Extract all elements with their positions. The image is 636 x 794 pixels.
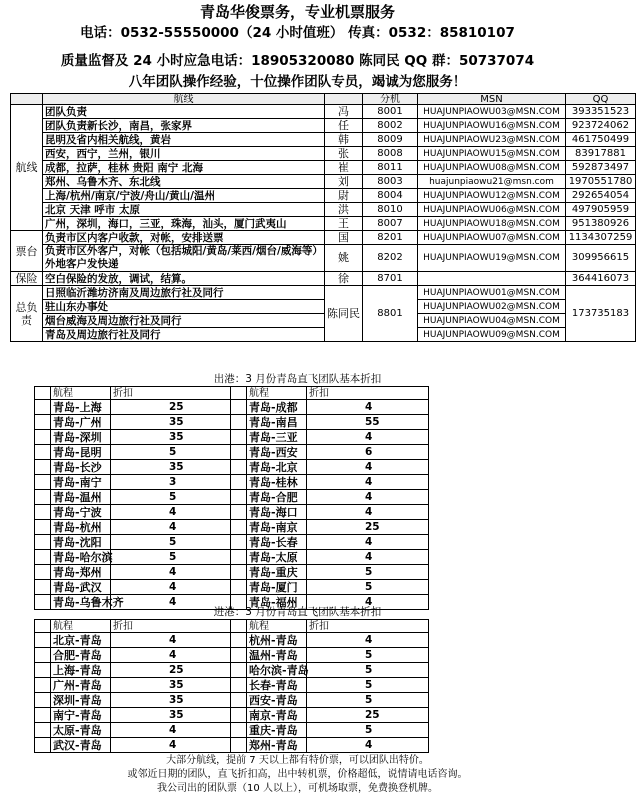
staff-row [11, 286, 636, 300]
outbound-fare-row [35, 415, 429, 430]
inbound-fare-discount: 35 [111, 678, 231, 693]
outbound-header-discount: 折扣 [307, 387, 429, 400]
outbound-fare-spacer [35, 565, 51, 580]
staff-msn: HUAJUNPIAOWU07@MSN.COM [418, 231, 566, 245]
outbound-fare-discount: 5 [307, 565, 429, 580]
outbound-fare-spacer [35, 505, 51, 520]
staff-name: 尉 [325, 189, 363, 203]
outbound-fare-route: 青岛-桂林 [247, 475, 307, 490]
outbound-fare-route: 青岛-沈阳 [51, 535, 111, 550]
outbound-caption: 出港：3 月份青岛直飞团队基本折扣 [213, 373, 382, 385]
outbound-fare-discount: 5 [111, 550, 231, 565]
staff-row [11, 272, 636, 286]
staff-row [11, 245, 636, 272]
outbound-fare-discount: 4 [111, 505, 231, 520]
staff-msn: HUAJUNPIAOWU23@MSN.COM [418, 133, 566, 147]
outbound-fare-route: 青岛-北京 [247, 460, 307, 475]
staff-header-row [11, 94, 636, 105]
staff-name: 姚 [325, 245, 363, 272]
staff-msn: HUAJUNPIAOWU02@MSN.COM [418, 300, 566, 314]
inbound-fare-route: 西安-青岛 [247, 693, 307, 708]
page-title: 青岛华俊票务，专业机票服务 [199, 3, 395, 21]
outbound-header-blank [231, 387, 247, 400]
staff-row [11, 328, 636, 342]
outbound-fare-spacer [231, 580, 247, 595]
staff-qq: 592873497 [566, 161, 636, 175]
inbound-caption: 进港：3 月份青岛直飞团队基本折扣 [213, 606, 382, 618]
inbound-fare-discount: 35 [111, 693, 231, 708]
outbound-fare-discount: 4 [307, 475, 429, 490]
staff-name: 韩 [325, 133, 363, 147]
inbound-fare-route: 南京-青岛 [247, 708, 307, 723]
inbound-fare-spacer [35, 633, 51, 648]
outbound-fare-route: 青岛-深圳 [51, 430, 111, 445]
outbound-fare-route: 青岛-宁波 [51, 505, 111, 520]
outbound-fare-discount: 6 [307, 445, 429, 460]
staff-header-qq: QQ [566, 94, 636, 105]
inbound-fare-spacer [231, 678, 247, 693]
outbound-fare-spacer [231, 565, 247, 580]
inbound-fare-route: 温州-青岛 [247, 648, 307, 663]
staff-name: 刘 [325, 175, 363, 189]
inbound-fare-row [35, 723, 429, 738]
outbound-fare-spacer [35, 520, 51, 535]
inbound-fare-spacer [231, 648, 247, 663]
slogan: 八年团队操作经验，十位操作团队专员，竭诚为您服务！ [128, 74, 467, 90]
outbound-fare-route: 青岛-南昌 [247, 415, 307, 430]
inbound-fare-route: 广州-青岛 [51, 678, 111, 693]
outbound-fare-spacer [231, 550, 247, 565]
outbound-fare-row [35, 505, 429, 520]
staff-row [11, 161, 636, 175]
inbound-fare-row [35, 708, 429, 723]
staff-ext: 8701 [363, 272, 418, 286]
outbound-fare-route: 青岛-长沙 [51, 460, 111, 475]
inbound-header-route: 航程 [247, 620, 307, 633]
outbound-fare-discount: 4 [111, 580, 231, 595]
outbound-fare-route: 青岛-哈尔滨 [51, 550, 111, 565]
staff-category: 保险 [11, 272, 43, 286]
staff-route: 郑州、乌鲁木齐、东北线 [43, 175, 325, 189]
inbound-fare-spacer [35, 678, 51, 693]
outbound-fare-spacer [231, 520, 247, 535]
staff-row [11, 217, 636, 231]
outbound-header-blank [35, 387, 51, 400]
outbound-fare-discount: 4 [307, 535, 429, 550]
inbound-fare-spacer [35, 648, 51, 663]
outbound-fare-spacer [231, 445, 247, 460]
staff-route: 上海/杭州/南京/宁波/舟山/黄山/温州 [43, 189, 325, 203]
staff-name: 冯 [325, 105, 363, 119]
outbound-fare-row [35, 445, 429, 460]
outbound-fare-row [35, 430, 429, 445]
staff-header-blank [11, 94, 43, 105]
footer-note-2: 或邻近日期的团队，直飞折扣高，出中转机票，价格超低，说情请电话咨询。 [127, 769, 468, 780]
outbound-fare-spacer [231, 490, 247, 505]
outbound-fare-route: 青岛-南京 [247, 520, 307, 535]
staff-table [10, 93, 636, 342]
outbound-header-route: 航程 [51, 387, 111, 400]
outbound-fare-route: 青岛-重庆 [247, 565, 307, 580]
outbound-fare-route: 青岛-南宁 [51, 475, 111, 490]
outbound-fare-route: 青岛-太原 [247, 550, 307, 565]
staff-ext: 8801 [363, 286, 418, 342]
staff-name: 洪 [325, 203, 363, 217]
inbound-fare-spacer [231, 708, 247, 723]
outbound-fare-spacer [35, 535, 51, 550]
staff-msn: huajunpiaowu21@msn.com [418, 175, 566, 189]
staff-qq: 364416073 [566, 272, 636, 286]
staff-ext: 8007 [363, 217, 418, 231]
outbound-fare-spacer [35, 460, 51, 475]
inbound-fare-row [35, 663, 429, 678]
staff-ext: 8003 [363, 175, 418, 189]
staff-row [11, 189, 636, 203]
staff-name: 任 [325, 119, 363, 133]
staff-row [11, 147, 636, 161]
outbound-fare-discount: 35 [111, 430, 231, 445]
staff-msn: HUAJUNPIAOWU16@MSN.COM [418, 119, 566, 133]
outbound-fare-route: 青岛-成都 [247, 400, 307, 415]
staff-msn: HUAJUNPIAOWU18@MSN.COM [418, 217, 566, 231]
outbound-fare-route: 青岛-三亚 [247, 430, 307, 445]
inbound-fare-discount: 4 [111, 723, 231, 738]
staff-name: 王 [325, 217, 363, 231]
staff-category: 总负责 [11, 286, 43, 342]
outbound-fare-row [35, 565, 429, 580]
outbound-fare-discount: 4 [307, 430, 429, 445]
staff-route: 负责市区外客户，对帐（包括城阳/黄岛/莱西/烟台/威海等）外地客户发快递 [43, 245, 325, 272]
staff-qq: 1970551780 [566, 175, 636, 189]
footer-note-3: 我公司出的团队票（10 人以上），可机场取票，免费换登机牌。 [157, 783, 438, 794]
staff-ext: 8201 [363, 231, 418, 245]
staff-route: 烟台威海及周边旅行社及同行 [43, 314, 325, 328]
staff-route: 广州，深圳，海口，三亚，珠海，汕头，厦门武夷山 [43, 217, 325, 231]
inbound-fare-discount: 5 [307, 678, 429, 693]
staff-name: 徐 [325, 272, 363, 286]
outbound-fare-discount: 25 [307, 520, 429, 535]
outbound-fare-table [34, 386, 429, 610]
staff-qq: 951380926 [566, 217, 636, 231]
outbound-fare-spacer [35, 445, 51, 460]
staff-route: 昆明及省内相关航线，黄岩 [43, 133, 325, 147]
staff-route: 驻山东办事处 [43, 300, 325, 314]
staff-route: 青岛及周边旅行社及同行 [43, 328, 325, 342]
outbound-fare-discount: 25 [111, 400, 231, 415]
outbound-fare-route: 青岛-温州 [51, 490, 111, 505]
staff-msn: HUAJUNPIAOWU09@MSN.COM [418, 328, 566, 342]
outbound-fare-spacer [231, 430, 247, 445]
outbound-fare-discount: 5 [307, 580, 429, 595]
staff-route: 成都，拉萨，桂林 贵阳 南宁 北海 [43, 161, 325, 175]
staff-row [11, 300, 636, 314]
inbound-fare-route: 南宁-青岛 [51, 708, 111, 723]
staff-row [11, 105, 636, 119]
inbound-fare-route: 长春-青岛 [247, 678, 307, 693]
staff-ext: 8011 [363, 161, 418, 175]
outbound-fare-row [35, 550, 429, 565]
outbound-fare-row [35, 460, 429, 475]
outbound-fare-row [35, 490, 429, 505]
outbound-fare-route: 青岛-乌鲁木齐 [51, 595, 111, 610]
inbound-header-row [35, 620, 429, 633]
outbound-fare-row [35, 400, 429, 415]
staff-row [11, 119, 636, 133]
inbound-fare-discount: 5 [307, 663, 429, 678]
outbound-fare-route: 青岛-海口 [247, 505, 307, 520]
outbound-fare-spacer [231, 535, 247, 550]
outbound-fare-spacer [35, 490, 51, 505]
staff-row [11, 133, 636, 147]
outbound-fare-discount: 3 [111, 475, 231, 490]
outbound-fare-route: 青岛-长春 [247, 535, 307, 550]
outbound-fare-spacer [35, 430, 51, 445]
staff-row [11, 175, 636, 189]
staff-qq: 309956615 [566, 245, 636, 272]
staff-msn: HUAJUNPIAOWU03@MSN.COM [418, 105, 566, 119]
staff-category: 航线 [11, 105, 43, 231]
outbound-fare-discount: 4 [111, 520, 231, 535]
outbound-fare-spacer [231, 400, 247, 415]
outbound-fare-route: 青岛-厦门 [247, 580, 307, 595]
staff-msn: HUAJUNPIAOWU15@MSN.COM [418, 147, 566, 161]
staff-route: 负责市区内客户收款，对帐，安排送票 [43, 231, 325, 245]
staff-category: 票台 [11, 231, 43, 272]
staff-route: 团队负责新长沙，南昌，张家界 [43, 119, 325, 133]
staff-header-name [325, 94, 363, 105]
staff-name: 崔 [325, 161, 363, 175]
inbound-fare-route: 武汉-青岛 [51, 738, 111, 753]
staff-header-route: 航线 [43, 94, 325, 105]
staff-msn: HUAJUNPIAOWU06@MSN.COM [418, 203, 566, 217]
staff-qq: 461750499 [566, 133, 636, 147]
contact-phones: 电话：0532-55550000（24 小时值班） 传真：0532：85810107 [80, 25, 515, 41]
inbound-fare-spacer [35, 693, 51, 708]
staff-row [11, 203, 636, 217]
outbound-fare-discount: 4 [307, 595, 429, 610]
inbound-fare-discount: 4 [111, 648, 231, 663]
inbound-fare-discount: 25 [307, 708, 429, 723]
outbound-header-route: 航程 [247, 387, 307, 400]
staff-name: 陈同民 [325, 286, 363, 342]
outbound-fare-route: 青岛-郑州 [51, 565, 111, 580]
staff-msn: HUAJUNPIAOWU12@MSN.COM [418, 189, 566, 203]
outbound-fare-route: 青岛-昆明 [51, 445, 111, 460]
staff-ext: 8001 [363, 105, 418, 119]
outbound-fare-discount: 55 [307, 415, 429, 430]
inbound-fare-discount: 5 [307, 693, 429, 708]
inbound-fare-row [35, 633, 429, 648]
outbound-fare-route: 青岛-杭州 [51, 520, 111, 535]
outbound-fare-discount: 4 [111, 595, 231, 610]
staff-ext: 8010 [363, 203, 418, 217]
inbound-header-discount: 折扣 [111, 620, 231, 633]
inbound-fare-route: 上海-青岛 [51, 663, 111, 678]
outbound-fare-spacer [231, 505, 247, 520]
outbound-fare-discount: 4 [307, 505, 429, 520]
outbound-fare-route: 青岛-上海 [51, 400, 111, 415]
inbound-fare-row [35, 648, 429, 663]
outbound-fare-discount: 4 [111, 565, 231, 580]
inbound-fare-row [35, 678, 429, 693]
inbound-fare-discount: 4 [111, 738, 231, 753]
inbound-fare-discount: 5 [307, 723, 429, 738]
outbound-fare-route: 青岛-合肥 [247, 490, 307, 505]
footer-note-1: 大部分航线，提前 7 天以上都有特价票，可以团队出特价。 [166, 755, 429, 766]
staff-route: 北京 天津 呼市 太原 [43, 203, 325, 217]
staff-name: 国 [325, 231, 363, 245]
staff-header-msn: MSN [418, 94, 566, 105]
staff-header-ext: 分机 [363, 94, 418, 105]
outbound-fare-spacer [231, 460, 247, 475]
inbound-fare-table [34, 619, 429, 753]
outbound-header-discount: 折扣 [111, 387, 231, 400]
inbound-fare-spacer [231, 723, 247, 738]
staff-row [11, 314, 636, 328]
hotline: 质量监督及 24 小时应急电话：18905320080 陈同民 QQ 群：50737074 [60, 53, 535, 69]
inbound-fare-discount: 4 [307, 633, 429, 648]
outbound-fare-discount: 35 [111, 415, 231, 430]
inbound-fare-route: 杭州-青岛 [247, 633, 307, 648]
outbound-fare-spacer [231, 475, 247, 490]
staff-msn [418, 272, 566, 286]
outbound-fare-route: 青岛-广州 [51, 415, 111, 430]
inbound-fare-spacer [231, 663, 247, 678]
staff-route: 日照临沂潍坊济南及周边旅行社及同行 [43, 286, 325, 300]
staff-ext: 8009 [363, 133, 418, 147]
outbound-fare-discount: 4 [307, 490, 429, 505]
outbound-fare-discount: 5 [111, 445, 231, 460]
staff-qq: 1134307259 [566, 231, 636, 245]
inbound-fare-route: 合肥-青岛 [51, 648, 111, 663]
inbound-fare-route: 北京-青岛 [51, 633, 111, 648]
inbound-fare-discount: 4 [111, 633, 231, 648]
inbound-header-discount: 折扣 [307, 620, 429, 633]
outbound-fare-row [35, 520, 429, 535]
inbound-fare-discount: 35 [111, 708, 231, 723]
outbound-fare-spacer [231, 415, 247, 430]
staff-msn: HUAJUNPIAOWU04@MSN.COM [418, 314, 566, 328]
staff-qq: 497905959 [566, 203, 636, 217]
inbound-fare-row [35, 693, 429, 708]
staff-msn: HUAJUNPIAOWU19@MSN.COM [418, 245, 566, 272]
inbound-fare-route: 哈尔滨-青岛 [247, 663, 307, 678]
outbound-fare-route: 青岛-武汉 [51, 580, 111, 595]
staff-qq: 173735183 [566, 286, 636, 342]
staff-route: 空白保险的发放，调试，结算。 [43, 272, 325, 286]
inbound-fare-route: 深圳-青岛 [51, 693, 111, 708]
outbound-fare-discount: 4 [307, 550, 429, 565]
outbound-fare-spacer [35, 580, 51, 595]
staff-route: 西安，西宁，兰州，银川 [43, 147, 325, 161]
outbound-fare-discount: 5 [111, 490, 231, 505]
inbound-fare-spacer [35, 663, 51, 678]
staff-qq: 292654054 [566, 189, 636, 203]
outbound-fare-spacer [35, 415, 51, 430]
staff-qq: 393351523 [566, 105, 636, 119]
staff-ext: 8004 [363, 189, 418, 203]
inbound-header-route: 航程 [51, 620, 111, 633]
inbound-header-blank [231, 620, 247, 633]
inbound-fare-route: 郑州-青岛 [247, 738, 307, 753]
inbound-header-blank [35, 620, 51, 633]
staff-name: 张 [325, 147, 363, 161]
inbound-fare-spacer [231, 693, 247, 708]
outbound-fare-spacer [35, 550, 51, 565]
outbound-fare-route: 青岛-西安 [247, 445, 307, 460]
staff-ext: 8002 [363, 119, 418, 133]
inbound-fare-spacer [35, 723, 51, 738]
staff-row [11, 231, 636, 245]
outbound-fare-row [35, 535, 429, 550]
inbound-fare-discount: 25 [111, 663, 231, 678]
staff-msn: HUAJUNPIAOWU08@MSN.COM [418, 161, 566, 175]
staff-route: 团队负责 [43, 105, 325, 119]
inbound-fare-discount: 5 [307, 648, 429, 663]
staff-ext: 8202 [363, 245, 418, 272]
inbound-fare-discount: 4 [307, 738, 429, 753]
outbound-fare-discount: 4 [307, 460, 429, 475]
inbound-fare-route: 太原-青岛 [51, 723, 111, 738]
outbound-fare-row [35, 580, 429, 595]
inbound-fare-route: 重庆-青岛 [247, 723, 307, 738]
outbound-fare-spacer [35, 400, 51, 415]
inbound-fare-spacer [35, 708, 51, 723]
outbound-fare-route: 青岛-福州 [247, 595, 307, 610]
staff-qq: 923724062 [566, 119, 636, 133]
outbound-fare-spacer [35, 475, 51, 490]
outbound-fare-discount: 35 [111, 460, 231, 475]
outbound-fare-discount: 5 [111, 535, 231, 550]
outbound-fare-row [35, 475, 429, 490]
staff-msn: HUAJUNPIAOWU01@MSN.COM [418, 286, 566, 300]
outbound-fare-discount: 4 [307, 400, 429, 415]
inbound-fare-spacer [231, 633, 247, 648]
outbound-header-row [35, 387, 429, 400]
staff-qq: 83917881 [566, 147, 636, 161]
staff-ext: 8008 [363, 147, 418, 161]
